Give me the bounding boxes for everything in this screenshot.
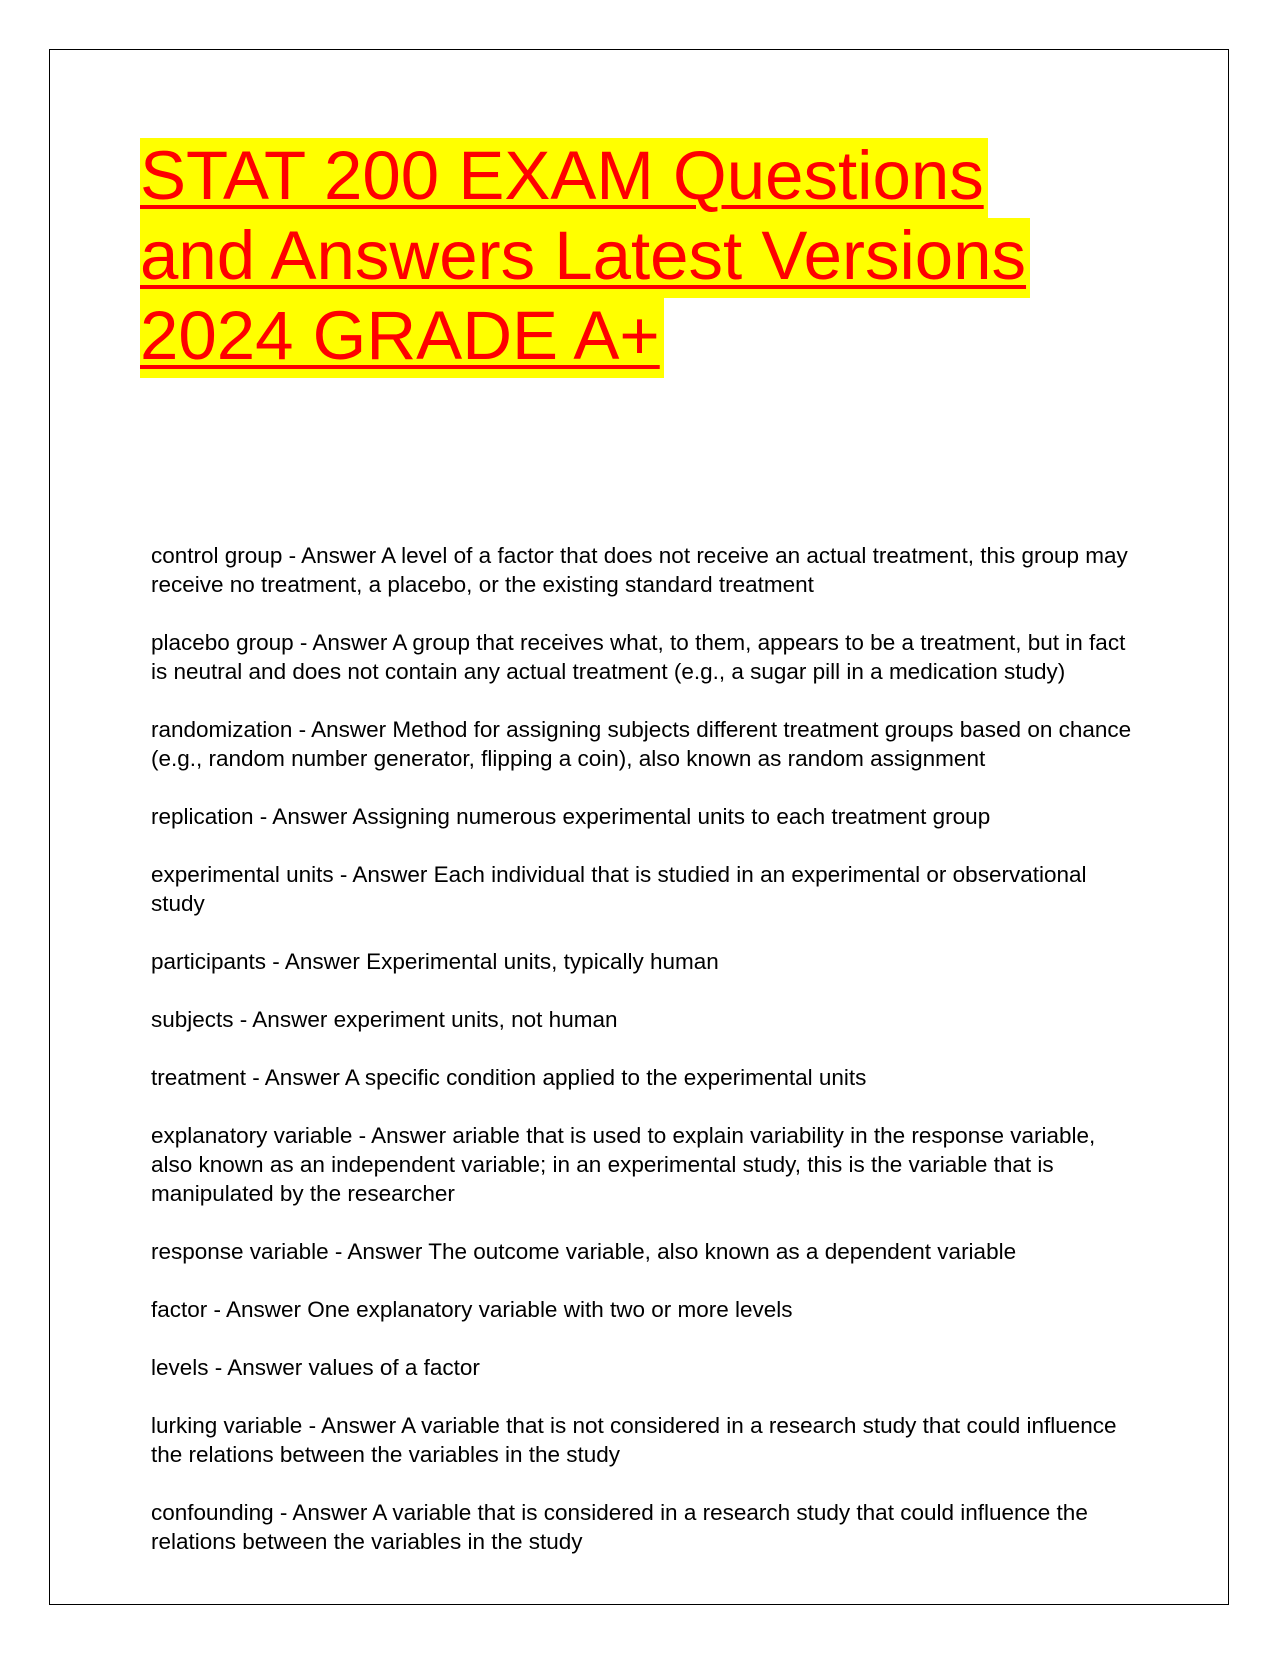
definition-list <box>151 541 1141 1585</box>
document-page <box>49 49 1229 1605</box>
definition-control-group: control group - Answer A level of a factor that does not receive an actual treatment, this group may receive no treatment, a placebo, or the existing standard treatment <box>151 543 1128 597</box>
definition-replication: replication - Answer Assigning numerous experimental units to each treatment group <box>151 804 991 829</box>
definition-randomization: randomization - Answer Method for assigning subjects different treatment groups based on chance (e.g., random number generator, flipping a coin), also known as random assignment <box>151 717 1132 771</box>
title-line-1: STAT 200 EXAM Questions <box>140 138 988 218</box>
title-line-3: 2024 GRADE A+ <box>140 298 664 378</box>
document-title <box>140 138 1150 378</box>
definition-experimental-units: experimental units - Answer Each individual that is studied in an experimental or observational study <box>151 862 1087 916</box>
definition-factor: factor - Answer One explanatory variable with two or more levels <box>151 1297 793 1322</box>
title-line-2: and Answers Latest Versions <box>140 218 1030 298</box>
definition-confounding: confounding - Answer A variable that is considered in a research study that could influence the relations between the variables in the study <box>151 1500 1088 1554</box>
definition-explanatory-variable: explanatory variable - Answer ariable that is used to explain variability in the response variable, also known as an independent variable; in an experimental study, this is the variable that is manipulated by the researcher <box>151 1123 1096 1206</box>
definition-treatment: treatment - Answer A specific condition applied to the experimental units <box>151 1065 867 1090</box>
definition-subjects: subjects - Answer experiment units, not human <box>151 1007 618 1032</box>
definition-response-variable: response variable - Answer The outcome variable, also known as a dependent variable <box>151 1239 1017 1264</box>
definition-placebo-group: placebo group - Answer A group that receives what, to them, appears to be a treatment, but in fact is neutral and does not contain any actual treatment (e.g., a sugar pill in a medication study) <box>151 630 1126 684</box>
definition-levels: levels - Answer values of a factor <box>151 1355 480 1380</box>
definition-lurking-variable: lurking variable - Answer A variable that is not considered in a research study that could influence the relations between the variables in the study <box>151 1413 1117 1467</box>
definition-participants: participants - Answer Experimental units, typically human <box>151 949 719 974</box>
